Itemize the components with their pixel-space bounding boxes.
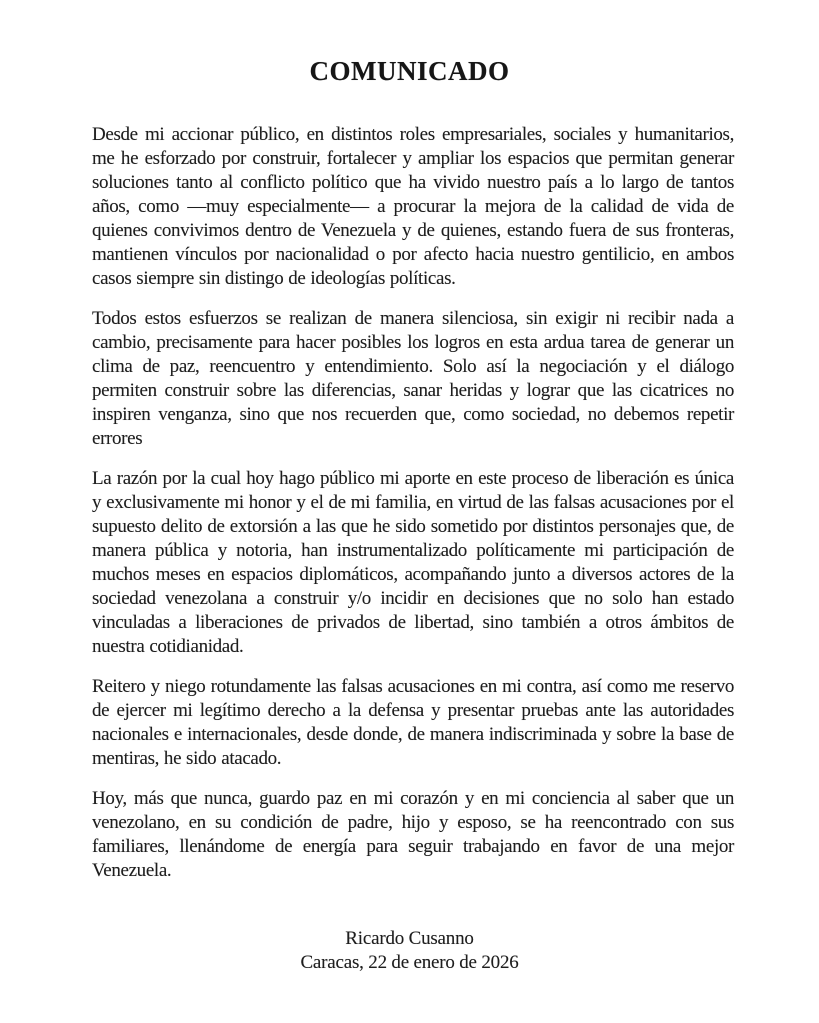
document-title: COMUNICADO	[309, 56, 510, 86]
signature-name: Ricardo Cusanno	[345, 928, 474, 949]
paragraph-2: Todos estos esfuerzos se realizan de manera silenciosa, sin exigir ni recibir nada a cambio, precisamente para hacer posibles los logros en esta ardua tarea de generar un clima de paz, reencuentro y entendimiento. Solo así la negociación y el diálogo permiten construir sobre las diferencias, sanar heridas y lograr que las cicatrices no inspiren venganza, sino que nos recuerden que, como sociedad, no debemos repetir errores	[92, 308, 734, 449]
paragraph-1: Desde mi accionar público, en distintos roles empresariales, sociales y humanitarios, me he esforzado por construir, fortalecer y ampliar los espacios que permitan generar soluciones tanto al conflicto político que ha vivido nuestro país a lo largo de tantos años, como —muy especialmente— a procurar la mejora de la calidad de vida de quienes convivimos dentro de Venezuela y de quienes, estando fuera de sus fronteras, mantienen vínculos por nacionalidad o por afecto hacia nuestro gentilicio, en ambos casos siempre sin distingo de ideologías políticas.	[92, 124, 734, 289]
signature-block	[0, 927, 819, 975]
paragraph-3: La razón por la cual hoy hago público mi aporte en este proceso de liberación es única y exclusivamente mi honor y el de mi familia, en virtud de las falsas acusaciones por el supuesto delito de extorsión a las que he sido sometido por distintos personajes que, de manera pública y notoria, han instrumentalizado políticamente mi participación de muchos meses en espacios diplomáticos, acompañando junto a diversos actores de la sociedad venezolana a construir y/o incidir en decisiones que no solo han estado vinculadas a liberaciones de privados de libertad, sino también a otros ámbitos de nuestra cotidianidad.	[92, 468, 734, 657]
paragraph-5: Hoy, más que nunca, guardo paz en mi corazón y en mi conciencia al saber que un venezolano, en su condición de padre, hijo y esposo, se ha reencontrado con sus familiares, llenándome de energía para seguir trabajando en favor de una mejor Venezuela.	[92, 788, 734, 881]
document-body	[92, 123, 734, 883]
signature-place-date: Caracas, 22 de enero de 2026	[300, 952, 519, 973]
paragraph-4: Reitero y niego rotundamente las falsas acusaciones en mi contra, así como me reservo de ejercer mi legítimo derecho a la defensa y presentar pruebas ante las autoridades nacionales e internacionales, desde donde, de manera indiscriminada y sobre la base de mentiras, he sido atacado.	[92, 676, 734, 769]
